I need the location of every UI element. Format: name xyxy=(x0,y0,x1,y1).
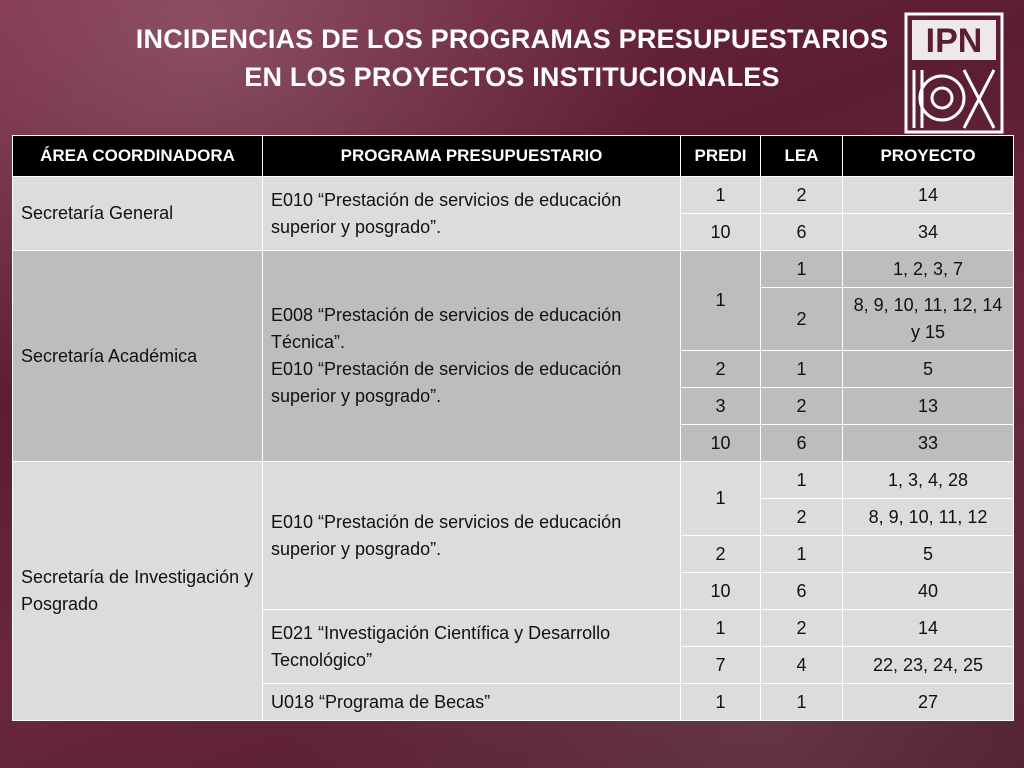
proyecto-cell: 14 xyxy=(843,177,1014,214)
lea-cell: 6 xyxy=(761,425,843,462)
predi-cell: 1 xyxy=(681,462,761,536)
proyecto-cell: 22, 23, 24, 25 xyxy=(843,647,1014,684)
program-cell: E021 “Investigación Científica y Desarrollo Tecnológico” xyxy=(263,610,681,684)
proyecto-cell: 5 xyxy=(843,351,1014,388)
area-cell: Secretaría Académica xyxy=(13,251,263,462)
program-cell: E010 “Prestación de servicios de educación superior y posgrado”. xyxy=(263,462,681,610)
program-line: E008 “Prestación de servicios de educación Técnica”. xyxy=(271,305,622,352)
lea-cell: 2 xyxy=(761,610,843,647)
proyecto-cell: 14 xyxy=(843,610,1014,647)
program-line: E010 “Prestación de servicios de educación superior y posgrado”. xyxy=(271,359,622,406)
programs-table xyxy=(12,135,1014,721)
title-line-2: EN LOS PROYECTOS INSTITUCIONALES xyxy=(244,62,780,92)
program-cell xyxy=(263,251,681,462)
table-row xyxy=(13,177,1014,214)
proyecto-cell: 5 xyxy=(843,536,1014,573)
table-row xyxy=(13,462,1014,499)
predi-cell: 7 xyxy=(681,647,761,684)
proyecto-cell: 27 xyxy=(843,684,1014,721)
predi-cell: 1 xyxy=(681,684,761,721)
predi-cell: 1 xyxy=(681,251,761,351)
lea-cell: 2 xyxy=(761,388,843,425)
proyecto-cell: 8, 9, 10, 11, 12, 14 y 15 xyxy=(843,288,1014,351)
predi-cell: 10 xyxy=(681,573,761,610)
lea-cell: 1 xyxy=(761,351,843,388)
predi-cell: 1 xyxy=(681,610,761,647)
predi-cell: 2 xyxy=(681,536,761,573)
logo-text: IPN xyxy=(925,22,983,60)
header-proyecto: PROYECTO xyxy=(843,136,1014,177)
header-area: ÁREA COORDINADORA xyxy=(13,136,263,177)
predi-cell: 2 xyxy=(681,351,761,388)
proyecto-cell: 1, 2, 3, 7 xyxy=(843,251,1014,288)
predi-cell: 1 xyxy=(681,177,761,214)
lea-cell: 2 xyxy=(761,499,843,536)
proyecto-cell: 33 xyxy=(843,425,1014,462)
area-cell: Secretaría General xyxy=(13,177,263,251)
ipn-logo-icon xyxy=(902,10,1006,136)
lea-cell: 4 xyxy=(761,647,843,684)
area-cell: Secretaría de Investigación y Posgrado xyxy=(13,462,263,721)
proyecto-cell: 13 xyxy=(843,388,1014,425)
header-lea: LEA xyxy=(761,136,843,177)
program-cell: U018 “Programa de Becas” xyxy=(263,684,681,721)
lea-cell: 6 xyxy=(761,214,843,251)
proyecto-cell: 8, 9, 10, 11, 12 xyxy=(843,499,1014,536)
predi-cell: 10 xyxy=(681,425,761,462)
proyecto-cell: 34 xyxy=(843,214,1014,251)
header-predi: PREDI xyxy=(681,136,761,177)
predi-cell: 3 xyxy=(681,388,761,425)
header-program: PROGRAMA PRESUPUESTARIO xyxy=(263,136,681,177)
lea-cell: 2 xyxy=(761,288,843,351)
table-header-row xyxy=(13,136,1014,177)
lea-cell: 1 xyxy=(761,684,843,721)
predi-cell: 10 xyxy=(681,214,761,251)
lea-cell: 1 xyxy=(761,251,843,288)
lea-cell: 2 xyxy=(761,177,843,214)
proyecto-cell: 1, 3, 4, 28 xyxy=(843,462,1014,499)
slide-title xyxy=(60,20,964,96)
lea-cell: 6 xyxy=(761,573,843,610)
lea-cell: 1 xyxy=(761,462,843,499)
title-line-1: INCIDENCIAS DE LOS PROGRAMAS PRESUPUESTARIOS xyxy=(135,24,889,54)
proyecto-cell: 40 xyxy=(843,573,1014,610)
lea-cell: 1 xyxy=(761,536,843,573)
table-row xyxy=(13,251,1014,288)
program-cell: E010 “Prestación de servicios de educación superior y posgrado”. xyxy=(263,177,681,251)
